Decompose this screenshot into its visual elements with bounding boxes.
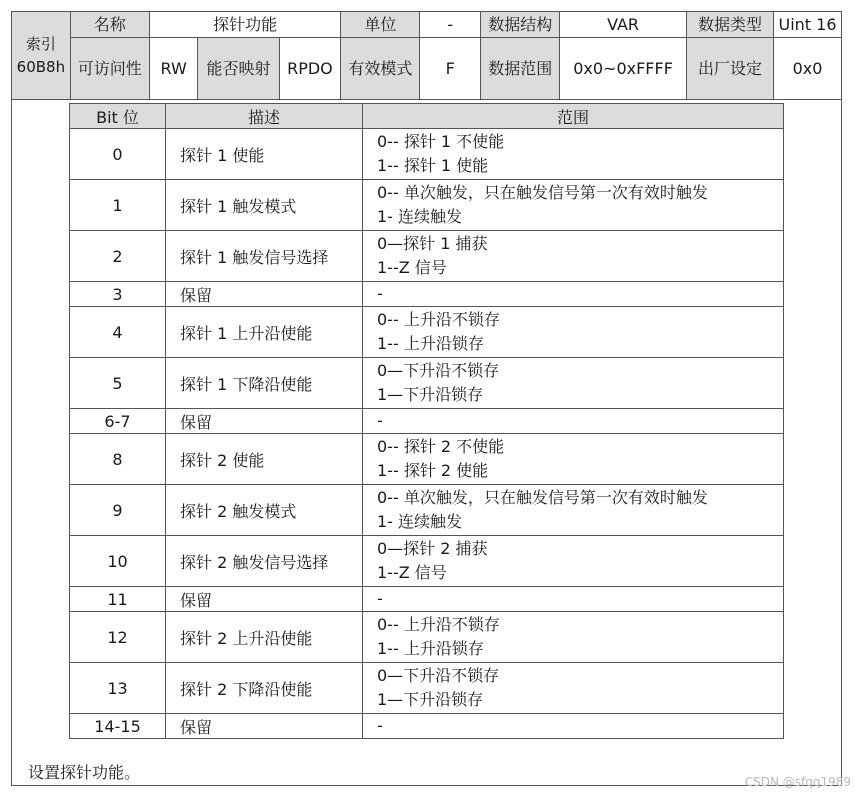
unit-label: 单位 <box>341 12 420 38</box>
bit-definition-table <box>69 103 784 739</box>
name-label: 名称 <box>70 12 149 38</box>
mode-value: F <box>420 38 481 100</box>
range-line: 0—探针 2 捕获 <box>377 539 488 558</box>
range-line: 0-- 探针 2 不使能 <box>377 437 505 456</box>
range-column-header: 范围 <box>363 104 784 129</box>
range-cell <box>363 129 784 180</box>
description-cell: 探针 1 触发模式 <box>166 180 363 231</box>
range-line: 0-- 单次触发，只在触发信号第一次有效时触发 <box>377 183 708 202</box>
range-line: 0-- 单次触发，只在触发信号第一次有效时触发 <box>377 488 708 507</box>
range-line: 1-- 上升沿锁存 <box>377 334 484 353</box>
description-cell: 保留 <box>166 282 363 307</box>
dtype-value: Uint 16 <box>774 12 842 38</box>
range-line: 0-- 上升沿不锁存 <box>377 310 500 329</box>
range-line: 1-- 上升沿锁存 <box>377 639 484 658</box>
table-row <box>70 434 784 485</box>
range-line: 1--Z 信号 <box>377 258 447 277</box>
description-cell: 探针 2 触发模式 <box>166 485 363 536</box>
range-cell <box>363 587 784 612</box>
mapping-value: RPDO <box>279 38 341 100</box>
dtype-label: 数据类型 <box>686 12 773 38</box>
table-row <box>70 231 784 282</box>
range-cell <box>363 358 784 409</box>
range-cell <box>363 307 784 358</box>
range-line: 0—下升沿不锁存 <box>377 361 500 380</box>
description-cell: 探针 1 下降沿使能 <box>166 358 363 409</box>
bit-cell: 3 <box>70 282 166 307</box>
table-row <box>70 180 784 231</box>
range-cell <box>363 663 784 714</box>
bit-rows <box>70 129 784 739</box>
watermark: CSDN @sfqq1989 <box>744 775 851 789</box>
bit-cell: 9 <box>70 485 166 536</box>
range-cell <box>363 180 784 231</box>
description-column-header: 描述 <box>166 104 363 129</box>
bit-cell: 14-15 <box>70 714 166 739</box>
bit-cell: 2 <box>70 231 166 282</box>
description-cell: 探针 2 使能 <box>166 434 363 485</box>
description-cell: 探针 1 上升沿使能 <box>166 307 363 358</box>
bit-cell: 10 <box>70 536 166 587</box>
range-line: 1--Z 信号 <box>377 563 447 582</box>
description-cell: 探针 1 触发信号选择 <box>166 231 363 282</box>
range-line: - <box>377 716 383 735</box>
range-cell <box>363 231 784 282</box>
index-label: 索引 <box>25 34 56 53</box>
description-cell: 保留 <box>166 714 363 739</box>
range-cell <box>363 282 784 307</box>
name-value: 探针功能 <box>149 12 341 38</box>
bit-cell: 13 <box>70 663 166 714</box>
range-line: 1- 连续触发 <box>377 207 463 226</box>
mode-label: 有效模式 <box>341 38 420 100</box>
description-cell: 探针 2 触发信号选择 <box>166 536 363 587</box>
range-line: - <box>377 589 383 608</box>
table-row <box>70 536 784 587</box>
range-cell <box>363 434 784 485</box>
access-label: 可访问性 <box>70 38 149 100</box>
bit-cell: 6-7 <box>70 409 166 434</box>
range-line: 1—下升沿锁存 <box>377 385 484 404</box>
bit-cell: 12 <box>70 612 166 663</box>
range-cell <box>363 714 784 739</box>
range-cell <box>363 485 784 536</box>
range-line: 0—探针 1 捕获 <box>377 234 488 253</box>
table-row <box>70 714 784 739</box>
description-cell: 保留 <box>166 587 363 612</box>
default-value: 0x0 <box>774 38 842 100</box>
mapping-label: 能否映射 <box>198 38 279 100</box>
range-line: - <box>377 284 383 303</box>
bit-column-header: Bit 位 <box>70 104 166 129</box>
range-value: 0x0~0xFFFF <box>560 38 687 100</box>
bit-cell: 0 <box>70 129 166 180</box>
unit-value: - <box>420 12 481 38</box>
range-line: 1—下升沿锁存 <box>377 690 484 709</box>
range-line: 1-- 探针 2 使能 <box>377 461 489 480</box>
range-line: 0-- 上升沿不锁存 <box>377 615 500 634</box>
description-cell: 探针 1 使能 <box>166 129 363 180</box>
description-cell: 探针 2 上升沿使能 <box>166 612 363 663</box>
bit-cell: 11 <box>70 587 166 612</box>
range-cell <box>363 536 784 587</box>
range-line: - <box>377 411 383 430</box>
description-note: 设置探针功能。 <box>28 763 141 782</box>
bit-cell: 1 <box>70 180 166 231</box>
structure-value: VAR <box>560 12 687 38</box>
access-value: RW <box>149 38 198 100</box>
table-row <box>70 307 784 358</box>
structure-label: 数据结构 <box>481 12 560 38</box>
range-line: 0—下升沿不锁存 <box>377 666 500 685</box>
table-row <box>70 129 784 180</box>
default-label: 出厂设定 <box>686 38 773 100</box>
table-row <box>70 485 784 536</box>
table-row <box>70 663 784 714</box>
range-cell <box>363 612 784 663</box>
index-cell <box>12 12 71 100</box>
table-row <box>70 358 784 409</box>
range-line: 1- 连续触发 <box>377 512 463 531</box>
range-line: 1-- 探针 1 使能 <box>377 156 489 175</box>
index-value: 60B8h <box>16 57 66 76</box>
bit-cell: 8 <box>70 434 166 485</box>
table-row <box>70 282 784 307</box>
table-row <box>70 587 784 612</box>
bit-cell: 4 <box>70 307 166 358</box>
description-cell: 探针 2 下降沿使能 <box>166 663 363 714</box>
object-header-table <box>11 11 842 100</box>
table-row <box>70 612 784 663</box>
range-cell <box>363 409 784 434</box>
range-line: 0-- 探针 1 不使能 <box>377 132 505 151</box>
table-row <box>70 409 784 434</box>
bit-cell: 5 <box>70 358 166 409</box>
range-label: 数据范围 <box>481 38 560 100</box>
description-cell: 保留 <box>166 409 363 434</box>
